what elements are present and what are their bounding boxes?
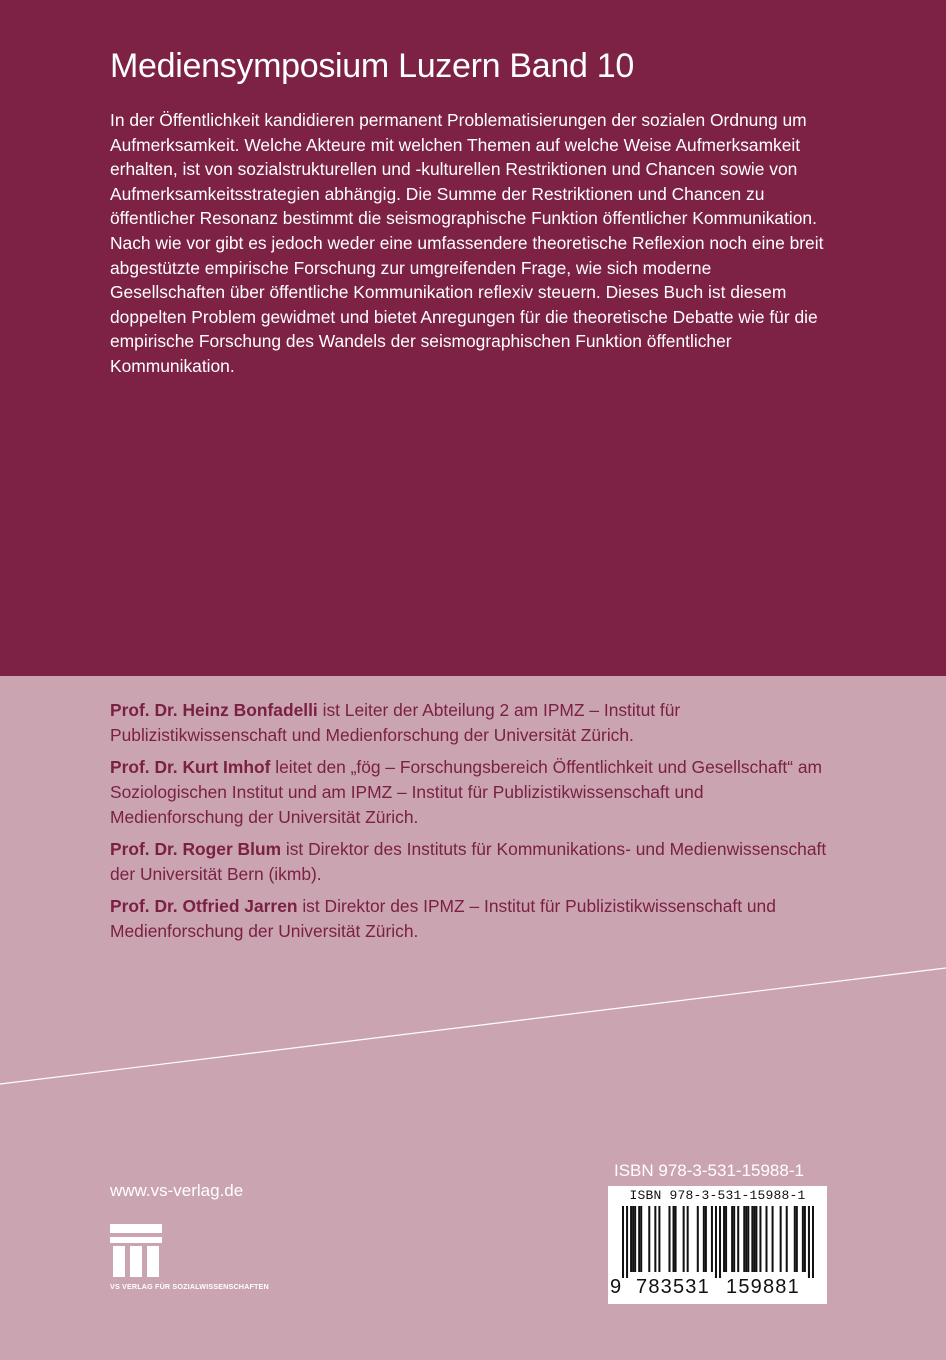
barcode-bar	[743, 1206, 745, 1272]
barcode-bar	[804, 1206, 806, 1272]
barcode-bar	[697, 1206, 699, 1272]
author-name: Prof. Dr. Heinz Bonfadelli	[110, 700, 318, 720]
barcode-bar	[719, 1206, 721, 1278]
author-name: Prof. Dr. Roger Blum	[110, 839, 282, 859]
barcode-bar	[796, 1206, 798, 1272]
barcode-bar	[683, 1206, 685, 1272]
barcode-bar	[648, 1206, 650, 1272]
barcode-bar	[808, 1206, 810, 1278]
author-description: leitet den „fög – Forschungsbereich Öffentlichkeit und Gesellschaft“ am Soziologischen Institut und am IPMZ – Institut für Publizistikwissenschaft und Medienforschung der Universität Zürich.	[110, 757, 823, 827]
barcode-digits-right: 159881	[726, 1276, 800, 1298]
barcode-bar	[780, 1206, 782, 1272]
author-description: ist Leiter der Abteilung 2 am IPMZ – Institut für Publizistikwissenschaft und Medienforschung der Universität Zürich.	[110, 700, 681, 745]
barcode-bar	[622, 1206, 624, 1278]
author-name: Prof. Dr. Otfried Jarren	[110, 896, 298, 916]
barcode-bar	[687, 1206, 689, 1272]
barcode-bar	[640, 1206, 642, 1272]
isbn-label: ISBN 978-3-531-15988-1	[614, 1161, 804, 1180]
barcode-bar	[723, 1206, 725, 1272]
barcode-bar	[731, 1206, 733, 1272]
author-name: Prof. Dr. Kurt Imhof	[110, 757, 271, 777]
publisher-logo-icon	[110, 1224, 162, 1278]
barcode-bar	[658, 1206, 660, 1272]
barcode-bar	[802, 1206, 804, 1272]
barcode-bar	[772, 1206, 774, 1272]
barcode-bar	[638, 1206, 640, 1272]
barcode-bar	[753, 1206, 755, 1272]
barcode-bar	[747, 1206, 749, 1272]
barcode-digits-left: 783531	[636, 1276, 710, 1298]
barcode-bars	[622, 1206, 814, 1278]
barcode-bar	[751, 1206, 753, 1272]
barcode-bar	[737, 1206, 739, 1272]
barcode-bar	[626, 1206, 628, 1278]
barcode-bar	[812, 1206, 814, 1278]
barcode-bar	[634, 1206, 636, 1272]
barcode-bar	[765, 1206, 767, 1272]
barcode-bar	[654, 1206, 656, 1272]
publisher-name: VS VERLAG FÜR SOZIALWISSENSCHAFTEN	[110, 1282, 269, 1291]
barcode-bar	[711, 1206, 713, 1272]
barcode-bar	[675, 1206, 677, 1272]
series-title: Mediensymposium Luzern Band 10	[110, 47, 634, 85]
barcode-bar	[715, 1206, 717, 1278]
barcode-bar	[745, 1206, 747, 1272]
barcode-bar	[786, 1206, 788, 1272]
barcode-bar	[630, 1206, 632, 1272]
barcode-bar	[733, 1206, 735, 1272]
barcode-bar	[755, 1206, 757, 1272]
barcode-bar	[759, 1206, 761, 1272]
barcode	[608, 1186, 827, 1304]
barcode-bar	[725, 1206, 727, 1272]
barcode-bar	[794, 1206, 796, 1272]
author-description: ist Direktor des Instituts für Kommunikations- und Medienwissenschaft der Universität Bern (ikmb).	[110, 839, 827, 884]
barcode-bar	[673, 1206, 675, 1272]
author-description: ist Direktor des IPMZ – Institut für Publizistikwissenschaft und Medienforschung der Universität Zürich.	[110, 896, 776, 941]
barcode-bar	[703, 1206, 705, 1272]
barcode-isbn: ISBN 978-3-531-15988-1	[629, 1188, 806, 1203]
barcode-bar	[668, 1206, 670, 1272]
barcode-bar	[632, 1206, 634, 1272]
intro-text: In der Öffentlichkeit kandidieren permanent Problematisierungen der sozialen Ordnung um Aufmerksamkeit. Welche Akteure mit welchen Themen auf welche Weise Aufmerksamkeit erhalten, ist von sozialstrukturellen und -kulturellen Restriktionen und Chancen sowie von Aufmerksamkeitsstrategien abhängig. Die Summe der Restriktionen und Chancen zu öffentlicher Resonanz bestimmt die seismographische Funktion öffentlicher Kommunikation. Nach wie vor gibt es jedoch weder eine umfassendere theoretische Reflexion noch eine breit abgestützte empirische Forschung zur umgreifenden Frage, wie sich moderne Gesellschaften über öffentliche Kommunikation reflexiv steuern. Dieses Buch ist diesem doppelten Problem gewidmet und bietet Anregungen für die theoretische Debatte wie für die empirische Forschung des Wandels der seismographischen Funktion öffentlicher Kommunikation.	[110, 110, 824, 376]
barcode-bar	[705, 1206, 707, 1272]
barcode-first-digit: 9	[610, 1276, 622, 1298]
website-link[interactable]: www.vs-verlag.de	[110, 1181, 244, 1200]
